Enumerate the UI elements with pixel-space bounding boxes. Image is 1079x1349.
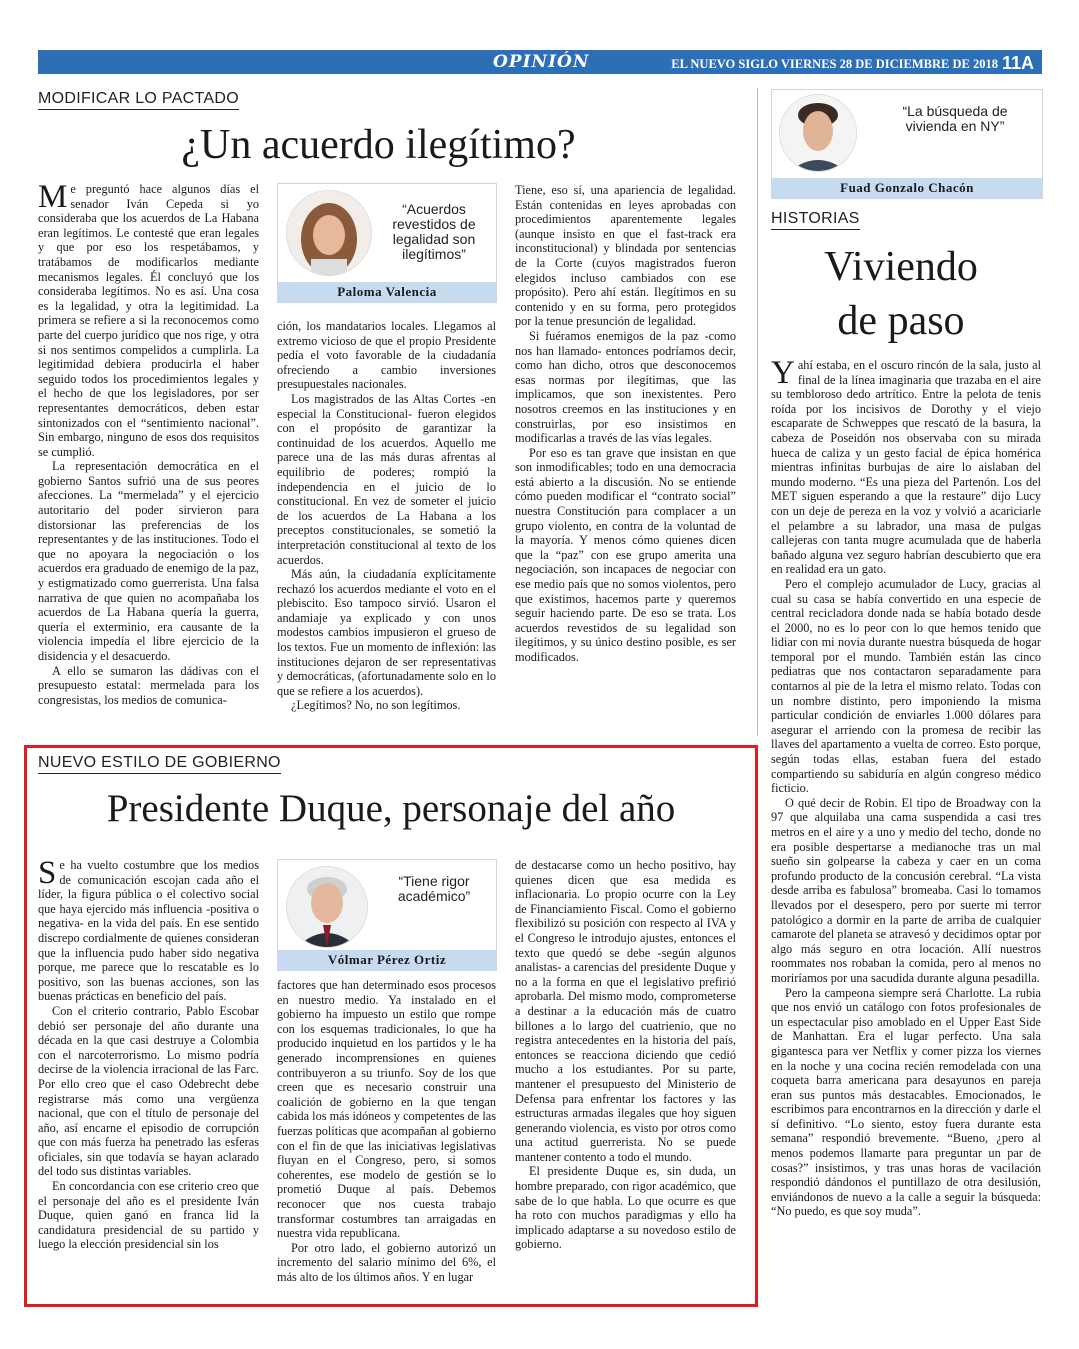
pull-quote: “Tiene rigor académico” [397,873,471,904]
section-header-bar [38,50,1042,74]
article1-kicker: MODIFICAR LO PACTADO [38,90,239,110]
dropcap: S [38,855,57,891]
pull-quote: “La búsqueda de vivienda en NY” [902,103,1008,134]
author-portrait [286,190,372,276]
article1-column-1: Me preguntó hace algunos días el senador Iván Cepeda si yo consideraba que los acuerdos de La Habana eran legítimos. Le contesté que eran legales y que por eso los respetábamos, y tratábamos de modificarlos mediante mecanismos legales. Él concluyó que los consideraba legítimos. No es así. Una cosa es la legalidad, y otra la legitimidad. La primera se refiere a si la reconocemos como parte del cuerpo jurídico que nos rige, y otra si nos sentimos compelidos a cumplirla. La legitimidad debiera producirla el haber seguido todos los procedimientos legales y el hecho de que los legisladores, por ser representantes democráticos, deben estar sintonizados con el “sentimiento nacional”. Sin embargo, ninguno de esos dos requisitos se cumplió. La representación democrática en el gobierno Santos sufrió una de sus peores afecciones. La “mermelada” y el ejercicio autoritario del poder sirvieron para distorsionar las preferencias de los representantes y de las instituciones. Todo el que no apoyara la negociación o los acuerdos era graduado de enemigo de la paz, y estigmatizado como guerrerista. Una falsa narrativa de que quien no acompañaba los acuerdos de La Habana quería la guerra, quería el exterminio, era causante de la violencia impedía el libre ejercicio de la disidencia y el desacuerdo. A ello se sumaron las dádivas con el presupuesto estatal: mermelada para los congresistas, los medios de comunica- [38,179,259,707]
article2-title: Presidente Duque, personaje del año [106,787,676,830]
article1-title: ¿Un acuerdo ilegítimo? [181,122,576,168]
dropcap: Y [771,355,795,391]
article3-title: Viviendo de paso [824,244,978,344]
article2-column-3: de destacarse como un hecho positivo, hay quienes dicen que esa medida es inflacionaria. Lo propio ocurre con la Ley de Financiamiento Fiscal. Como el gobierno flexibilizó su posición con respecto al IVA y el Congreso le introdujo ajustes, entonces el texto que quedó se debe -según algunos analistas- a carencias del presidente Duque y no a la forma en que el legislativo prefirió aprobarla. Del mismo modo, comprometerse a destinar a la educación más de cuatro billones a lo largo del cuatrienio, que no registra antecedentes en la historia del país, entonces se reacciona diciendo que cedió mucho a los estudiantes. Por su parte, mantener el presupuesto del Ministerio de Defensa para enfrentar los factores y las estructuras armadas ilegales que hoy siguen generando violencia, es visto por otros como una actitud guerrerista. No se puede mantener contento a todo el mundo. El presidente Duque es, sin duda, un hombre preparado, con rigor académico, que sabe de lo que habla. Lo que ocurre es que ha roto con muchos paradigmas y ello ha implicado adaptarse a su novedoso estilo de gobierno. [515,858,736,1252]
article1-author-box [277,183,497,303]
article1-column-2: ción, los mandatarios locales. Llegamos al extremo vicioso de que el propio Presidente pedía el voto favorable de la ciudadanía ofreciendo a cambio inversiones presupuestales nacionales. Los magistrados de las Altas Cortes -en especial la Constitucional- fueron elegidos con el propósito de garantizar la continuidad de los acuerdos. Aquello me parece una de las más duras afrentas al equilibrio de poderes; rompió la independencia en el juicio de lo constitucional. En vez de someter el juicio de los acuerdos de La Habana a los preceptos constitucionales, se sometió la interpretación constitucional al texto de los acuerdos. Más aún, la ciudadanía explícitamente rechazó los acuerdos mediante el voto en el plebiscito. Eso tampoco sirvió. Usaron el andamiaje ya explicado y con unos modestos cambios impusieron el grueso de los textos. Fue un momento de inflexión: las instituciones dejaron de ser representativas y democráticas, (afortunadamente solo en lo que se refiere a los acuerdos). ¿Legítimos? No, no son legítimos. [277,319,496,713]
section-name: OPINIÓN [493,52,590,72]
author-name: Vólmar Pérez Ortiz [278,950,496,970]
column-divider [757,88,758,736]
article3-body: Yahí estaba, en el oscuro rincón de la sala, justo al final de la línea imaginaria que trazaba en el aire su tembloroso dedo artrítico. Entre la pelota de tenis roída por los incisivos de Dorothy y el viejo escaparate de Schweppes que rescató de la basura, la cabeza de Poseidón nos observaba con su mirada hueca de caliza y un gesto facial de épica homérica mientras infinitas burbujas de aire lo aislaban del mundo moderno. “Es una pieza del Partenón. Los del MET siguen esperando a que la restaure” dijo Lucy con un deje de pereza en la voz y volvió a acariciarle el pelambre a su labrador, una masa de pulgas callejeras con tanta mugre acumulada que de haberla bañado alguna vez seguro habrían descubierto que era en realidad era un gato. Pero el complejo acumulador de Lucy, gracias al cual su casa se había convertido en una especie de central recicladora donde nada se había botado desde el 2000, no es lo peor con lo que hemos tenido que lidiar con mi novia durante nuestra búsqueda de hogar temporal por el mundo. También están las cinco pediatras que nos contactaron separadamente para contarnos al pie de la letra el mismo relato. Todas con un nombre distinto, pero imponiendo la misma particular condición de enviarles 1.000 dólares para asegurar el arriendo con la promesa de recibir las llaves del apartamento a vuelta de correo. Esto porque, según todas ellas, estaban fuera del estado compartiendo su sabiduría en algún congreso médico ficticio. O qué decir de Robin. El tipo de Broadway con la 97 que alquilaba una cama suspendida a casi tres metros en el aire y a uno y medio del techo, donde no era posible despertarse a medianoche tras un mal sueño sin golpearse la cabeza y caer en un coma profundo producto de la concusión cerebral. “La vista desde arriba es fabulosa” bromeaba. Casi lo tomamos llevados por el desespero, pero por suerte mi terror patológico a dormir en la parte de arriba de cualquier camarote del planeta se atravesó y decidimos optar por algo más seguro en otra locación. Allí nuestros roommates nos robaban la comida, pero al menos no moriríamos por una sacudida durante alguna pesadilla. Pero la campeona siempre será Charlotte. La rubia que nos envió un catálogo con fotos profesionales de un espectacular piso amoblado en el Upper East Side de Manhattan. Era el lugar perfecto. Una sala gigantesca para ver Netflix y comer pizza los viernes en la noche y una cocina recién remodelada con una coqueta barra americana para desayunos en pareja eran sus puntos más destacables. Emocionados, le escribimos para encontrarnos en la dirección y darle el sí definitivo. “Lo siento, estoy fuera durante esta semana” respondió brevemente. “Bueno, ¿pero al menos podemos llamarte para preguntar un par de cosas?” insistimos, y tras unas horas de vacilación respondió dándonos el puntillazo de otra desilusión, enviándonos de nuevo a la calle a seguir la búsqueda: “No puedo, es que soy muda”. [771,355,1041,1219]
article2-author-box [277,859,497,971]
pull-quote: “Acuerdos revestidos de legalidad son ilegítimos” [392,201,476,262]
article2-column-1: Se ha vuelto costumbre que los medios de comunicación escojan cada año el líder, la figura pública o el colectivo social que haya ejercido más influencia -positiva o negativa- en la vida del país. En ese sentido discrepo cordialmente de quienes consideran que la influencia pudo haber sido negativa porque, me parece que lo rescatable es lo positivo, son las buenas acciones, son las buenas prácticas en beneficio del país. Con el criterio contrario, Pablo Escobar debió ser personaje del año durante una década en la que casi destruye a Colombia con el narcoterrorismo. Lo mismo podría decirse de la violencia irracional de las Farc. Por ello creo que el caso Odebrecht debe registrarse más como una vergüenza nacional, que con el título de personaje del año, así encarne el episodio de corrupción que con más fuerza ha penetrado las esferas oficiales, sin que todavía se hayan aclarado del todo sus distintas variables. En concordancia con ese criterio creo que el personaje del año es el presidente Iván Duque, quien ganó en franca lid la candidatura presidencial de su partido y luego la elección presidencial sin los [38,855,259,1252]
article2-kicker: NUEVO ESTILO DE GOBIERNO [38,754,281,774]
author-name: Paloma Valencia [278,282,496,302]
page-number: 11A [1001,53,1034,73]
article2-column-2: factores que han determinado esos procesos en nuestro medio. Ya instalado en el gobierno ha impuesto un estilo que rompe con los esquemas tradicionales, lo que ha producido inquietud en los partidos y le ha generado incomprensiones en quienes contribuyeron a su triunfo. Soy de los que creen que es necesario construir una coalición de gobierno en la que tengan cabida los más idóneos y competentes de las fuerzas políticas que acompañan al gobierno con el fin de que las iniciativas legislativas fluyan en el Congreso, pero, si somos coherentes, ese modelo de gestión se lo prometió Duque al país. Debemos reconocer que nos cuesta trabajo transformar costumbres tan arraigadas en nuestra vida republicana. Por otro lado, el gobierno autorizó un incremento del salario mínimo del 6%, el más alto de los últimos años. Y en lugar [277,978,496,1284]
author-portrait [286,866,368,948]
dropcap: M [38,179,68,215]
article3-author-box [771,89,1043,199]
author-name: Fuad Gonzalo Chacón [772,178,1042,198]
dateline: EL NUEVO SIGLO VIERNES 28 DE DICIEMBRE DE 2018 11A [671,53,1034,73]
article1-column-3: Tiene, eso sí, una apariencia de legalidad. Están contenidas en leyes aprobadas con procedimientos aparentemente legales (aunque insisto en que el fast-track era inconstitucional) y blindada por sentencias de la Corte (cuyos magistrados fueron elegidos incluso cambiados con ese propósito). Pero ahí están. Ilegítimos en su contenido y en su forma, pero protegidos por la tenue presunción de legalidad. Si fuéramos enemigos de la paz -como nos han llamado- entonces podríamos decir, como han dicho, otros que desconocemos esas normas por ilegítimas, que las implicamos, que son inexistentes. Pero nosotros creemos en las instituciones y en construirlas, por eso insistimos en modificarlas a través de las vías legales. Por eso es tan grave que insistan en que son inmodificables; todo en una democracia está abierto a la discusión. No se entiende cómo pueden modificar el “contrato social” nuestra Constitución para complacer a un grupo violento, en contra de la voluntad de la mayoría. Y menos cómo quienes dicen que la “paz” con ese grupo amerita una negociación, son incapaces de negociar con ese medio país que no somos violentos, pero que existimos, hacemos parte y queremos seguir haciendo parte. De eso se trata. Los acuerdos revestidos de su legalidad son ilegítimos, y su único destino posible, es ser modificados. [515,183,736,664]
article3-kicker: HISTORIAS [771,210,860,230]
author-portrait [779,94,857,172]
